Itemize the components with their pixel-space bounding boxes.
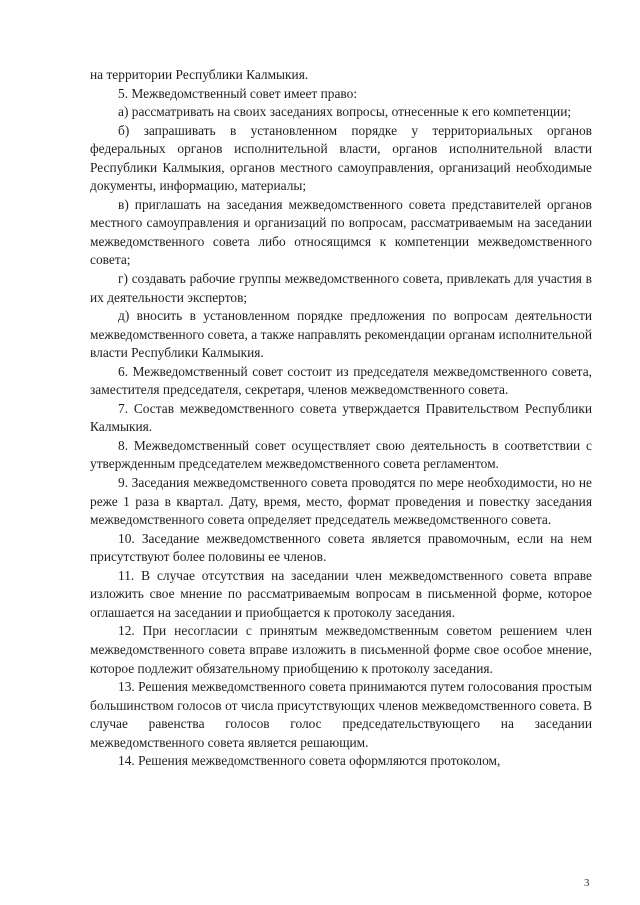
paragraph-item-5v: в) приглашать на заседания межведомственного совета представителей органов местного самоуправления и организаций по вопросам, рассматриваемым на заседании межведомственного совета либо относящимся к компетенции межведомственного совета; — [90, 196, 592, 268]
paragraph-continuation: на территории Республики Калмыкия. — [90, 67, 309, 82]
paragraph-item-13: 13. Решения межведомственного совета принимаются путем голосования простым большинством голосов от числа присутствующих членов межведомственного совета. В случае равенства голосов голос председательствующего на заседании межведомственного совета является решающим. — [90, 679, 592, 750]
paragraph-item-5b: б) запрашивать в установленном порядке у территориальных органов федеральных органов исполнительной власти, органов исполнительной власти Республики Калмыкия, органов местного самоуправления, организаций необходимые документы, информацию, материалы; — [90, 122, 592, 194]
paragraph-item-5g: г) создавать рабочие группы межведомственного совета, привлекать для участия в их деятельности экспертов; — [90, 271, 592, 305]
paragraph-item-9: 9. Заседания межведомственного совета проводятся по мере необходимости, но не реже 1 раза в квартал. Дату, время, место, формат проведения и повестку заседания межведомственного совета определяет председатель межведомственного совета. — [90, 475, 592, 528]
document-body — [90, 66, 592, 771]
paragraph-item-6: 6. Межведомственный совет состоит из председателя межведомственного совета, заместителя председателя, секретаря, членов межведомственного совета. — [90, 363, 592, 398]
page-number: 3 — [584, 877, 590, 889]
paragraph-item-5d: д) вносить в установленном порядке предложения по вопросам деятельности межведомственного совета, а также направлять рекомендации органам исполнительной власти Республики Калмыкия. — [90, 308, 592, 361]
paragraph-item-14: 14. Решения межведомственного совета оформляются протоколом, — [118, 753, 501, 769]
paragraph-item-8: 8. Межведомственный совет осуществляет свою деятельность в соответствии с утвержденным председателем межведомственного совета регламентом. — [90, 437, 592, 472]
paragraph-item-7: 7. Состав межведомственного совета утверждается Правительством Республики Калмыкия. — [90, 400, 592, 435]
paragraph-item-11: 11. В случае отсутствия на заседании член межведомственного совета вправе изложить свое мнение по рассматриваемым вопросам в письменной форме, которое оглашается на заседании и приобщается к протоколу заседания. — [90, 567, 592, 620]
paragraph-item-10: 10. Заседание межведомственного совета является правомочным, если на нем присутствуют более половины ее членов. — [90, 530, 592, 565]
paragraph-item-5: 5. Межведомственный совет имеет право: — [118, 85, 358, 101]
paragraph-item-12: 12. При несогласии с принятым межведомственным советом решением член межведомственного совета вправе изложить в письменной форме свое особое мнение, которое подлежит обязательному приобщению к протоколу заседания. — [90, 623, 592, 676]
paragraph-item-5a: а) рассматривать на своих заседаниях вопросы, отнесенные к его компетенции; — [118, 104, 572, 120]
